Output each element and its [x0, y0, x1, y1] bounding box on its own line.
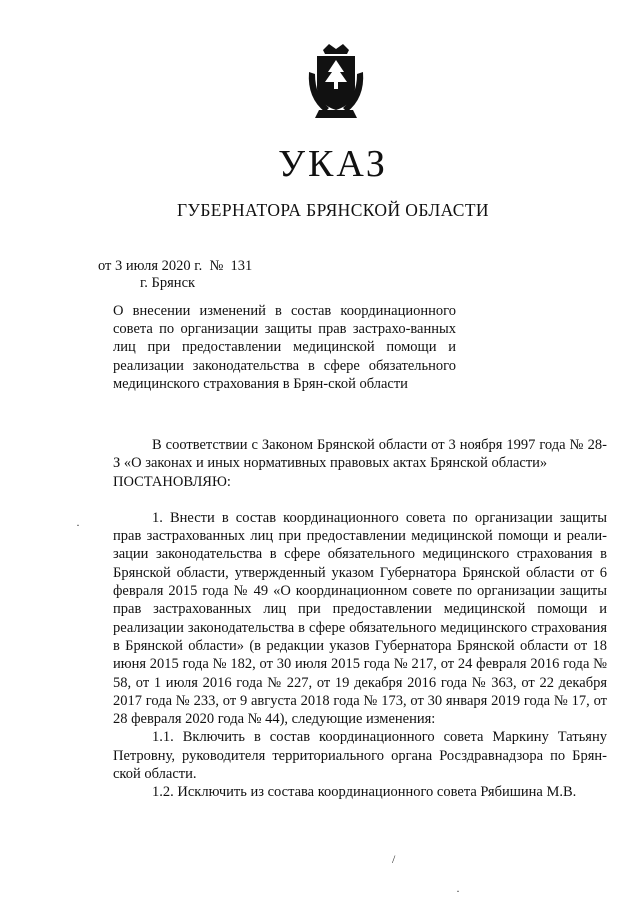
document-title: УКАЗ	[278, 143, 388, 185]
document-issuer: ГУБЕРНАТОРА БРЯНСКОЙ ОБЛАСТИ	[177, 200, 489, 220]
scan-mark: ·	[456, 884, 460, 898]
document-body	[113, 436, 607, 802]
preamble-paragraph: В соответствии с Законом Брянской области от 3 ноября 1997 года № 28-З «О законах и иных нормативных правовых актах Брянской области»	[113, 437, 607, 472]
item-1-paragraph: 1. Внести в состав координационного совета по организации защиты прав застрахованных лиц при предоставлении медицинской помощи и реали-зации законодательства в сфере обязательного медицинского страхования в Брянской области, утвержденный указом Губернатора Брянской области от 6 февраля 2015 года № 49 «О координационном совете по организации защиты прав застрахованных лиц при предоставлении медицинской помощи и реализации законодательства в сфере обязательного медицинского страхования в Брянской области» (в редакции указов Губернатора Брянской области от 18 июня 2015 года № 182, от 30 июля 2015 года № 217, от 24 февраля 2016 года № 58, от 1 июля 2016 года № 227, от 19 декабря 2016 года № 363, от 22 декабря 2017 года № 233, от 9 августа 2018 года № 173, от 30 января 2019 года № 17, от 28 февраля 2020 года № 44), следующие изменения:	[113, 509, 607, 728]
document-city: г. Брянск	[140, 275, 196, 291]
scan-mark: /	[392, 852, 396, 866]
document-date-number: от 3 июля 2020 г. № 131	[98, 258, 253, 274]
coat-of-arms-icon	[303, 42, 369, 122]
item-1-2-paragraph: 1.2. Исключить из состава координационного совета Рябишина М.В.	[152, 784, 577, 801]
scan-mark: ·	[76, 518, 80, 532]
document-subject: О внесении изменений в состав координационного совета по организации защиты прав застрахо-ванных лиц при предоставлении медицинской помощи и реализации законодательства в сфере обязательного медицинского страхования в Брян-ской области	[113, 303, 456, 392]
decree-word: ПОСТАНОВЛЯЮ:	[113, 473, 231, 490]
item-1-1-paragraph: 1.1. Включить в состав координационного совета Маркину Татьяну Петровну, руководителя территориального органа Росздравнадзора по Брян-ской области.	[113, 729, 607, 783]
